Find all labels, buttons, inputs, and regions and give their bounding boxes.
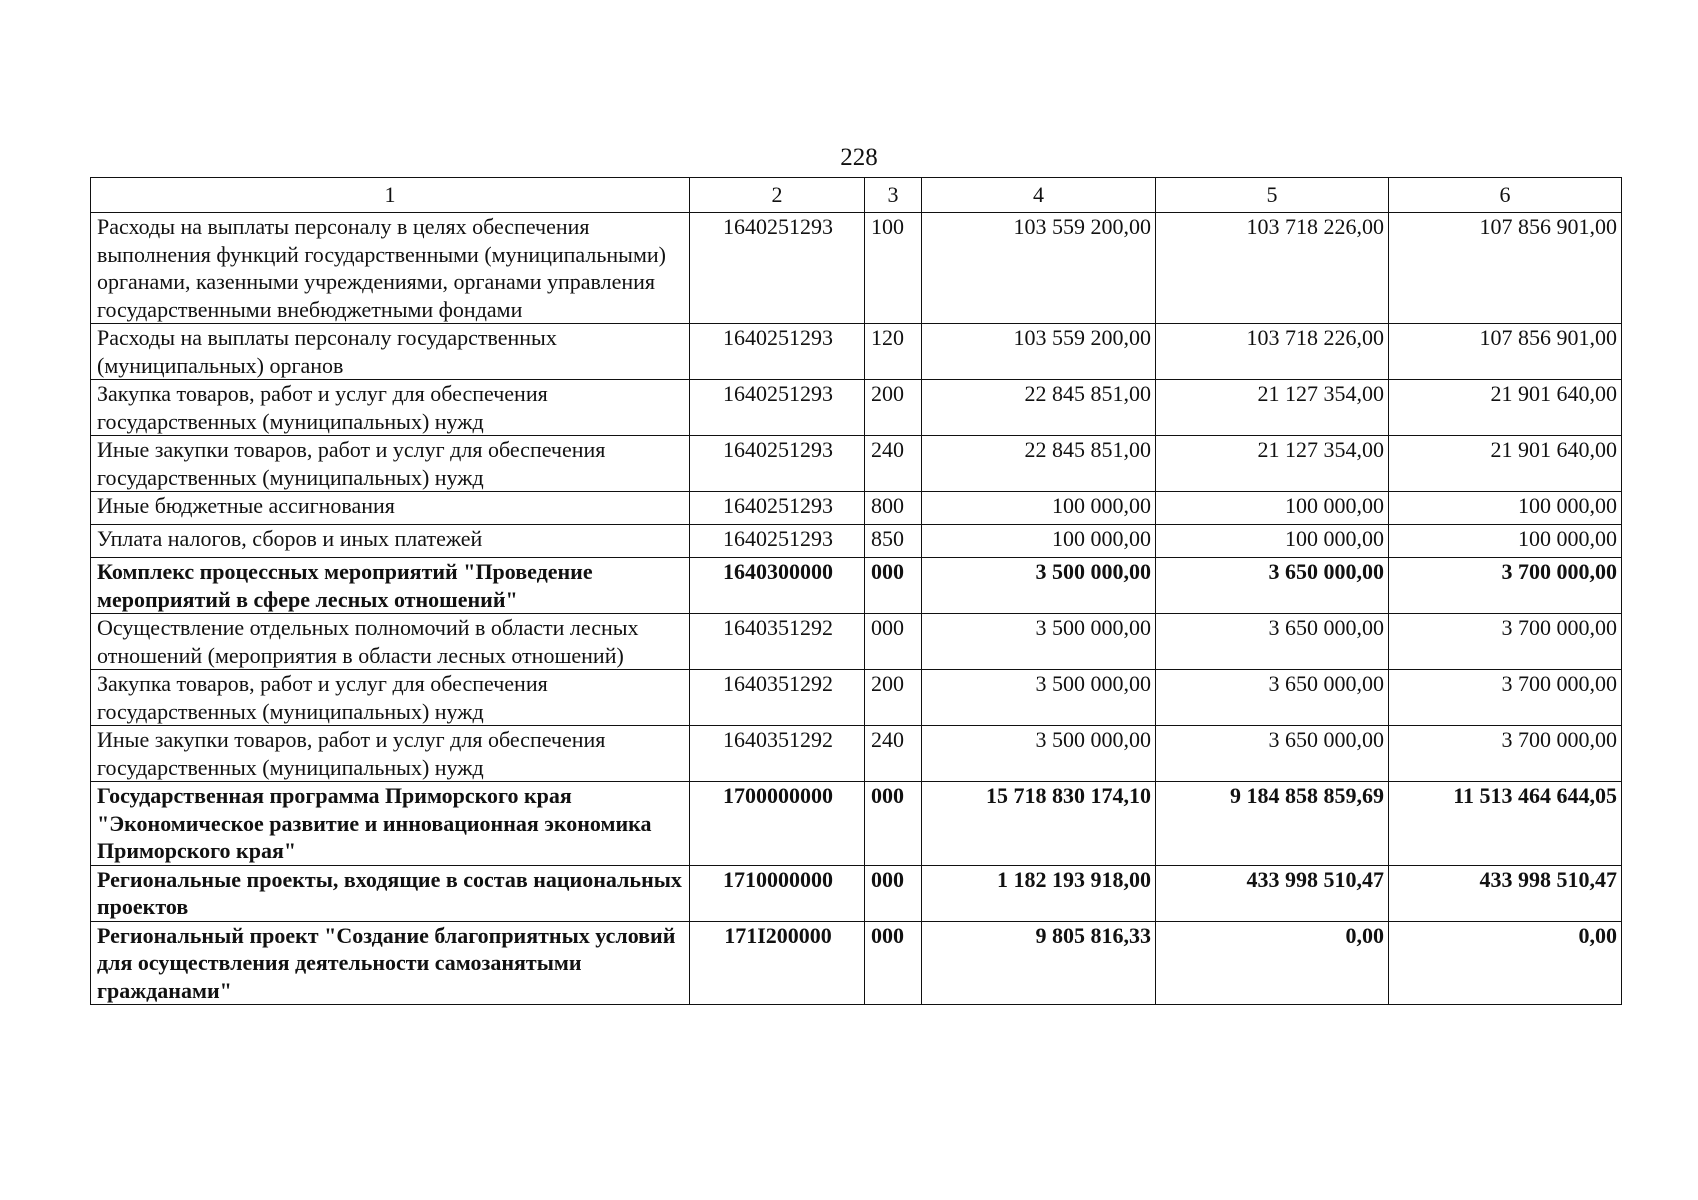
row-value-4: 100 000,00 xyxy=(922,492,1156,525)
row-code: 1700000000 xyxy=(690,782,865,866)
table-row xyxy=(91,614,1622,670)
row-type: 200 xyxy=(865,380,922,436)
table-row xyxy=(91,726,1622,782)
row-name: Иные закупки товаров, работ и услуг для обеспечения государственных (муниципальных) нужд xyxy=(91,436,690,492)
row-value-4: 22 845 851,00 xyxy=(922,380,1156,436)
row-name: Расходы на выплаты персоналу в целях обеспечения выполнения функций государственными (муниципальными) органами, казенными учреждениями, органами управления государственными внебюджетными фондами xyxy=(91,213,690,324)
row-name: Закупка товаров, работ и услуг для обеспечения государственных (муниципальных) нужд xyxy=(91,670,690,726)
row-code: 1640251293 xyxy=(690,525,865,558)
row-value-4: 15 718 830 174,10 xyxy=(922,782,1156,866)
row-value-5: 21 127 354,00 xyxy=(1156,436,1389,492)
row-name: Иные закупки товаров, работ и услуг для обеспечения государственных (муниципальных) нужд xyxy=(91,726,690,782)
row-type: 000 xyxy=(865,865,922,921)
table-row xyxy=(91,525,1622,558)
column-header-1: 1 xyxy=(91,178,690,213)
row-code: 1640251293 xyxy=(690,380,865,436)
table-row xyxy=(91,380,1622,436)
table-row xyxy=(91,670,1622,726)
row-type: 240 xyxy=(865,436,922,492)
row-value-4: 103 559 200,00 xyxy=(922,213,1156,324)
page-number: 228 xyxy=(840,144,878,171)
row-type: 200 xyxy=(865,670,922,726)
row-type: 000 xyxy=(865,921,922,1005)
row-value-6: 107 856 901,00 xyxy=(1389,213,1622,324)
row-value-5: 3 650 000,00 xyxy=(1156,670,1389,726)
row-type: 850 xyxy=(865,525,922,558)
row-code: 1640251293 xyxy=(690,492,865,525)
row-name: Иные бюджетные ассигнования xyxy=(91,492,690,525)
table-row xyxy=(91,436,1622,492)
row-value-6: 433 998 510,47 xyxy=(1389,865,1622,921)
row-value-5: 3 650 000,00 xyxy=(1156,558,1389,614)
column-header-4: 4 xyxy=(922,178,1156,213)
row-type: 100 xyxy=(865,213,922,324)
row-value-4: 3 500 000,00 xyxy=(922,558,1156,614)
row-value-6: 3 700 000,00 xyxy=(1389,726,1622,782)
row-type: 240 xyxy=(865,726,922,782)
row-value-6: 0,00 xyxy=(1389,921,1622,1005)
row-value-4: 3 500 000,00 xyxy=(922,726,1156,782)
row-value-5: 433 998 510,47 xyxy=(1156,865,1389,921)
row-code: 1640251293 xyxy=(690,213,865,324)
row-code: 1640300000 xyxy=(690,558,865,614)
row-name: Региональный проект "Создание благоприятных условий для осуществления деятельности самозанятыми гражданами" xyxy=(91,921,690,1005)
row-value-4: 100 000,00 xyxy=(922,525,1156,558)
row-value-6: 107 856 901,00 xyxy=(1389,324,1622,380)
row-value-5: 103 718 226,00 xyxy=(1156,324,1389,380)
row-value-5: 3 650 000,00 xyxy=(1156,614,1389,670)
row-value-4: 22 845 851,00 xyxy=(922,436,1156,492)
row-value-5: 103 718 226,00 xyxy=(1156,213,1389,324)
row-value-5: 9 184 858 859,69 xyxy=(1156,782,1389,866)
column-header-2: 2 xyxy=(690,178,865,213)
row-value-5: 100 000,00 xyxy=(1156,492,1389,525)
row-value-4: 1 182 193 918,00 xyxy=(922,865,1156,921)
row-value-6: 3 700 000,00 xyxy=(1389,670,1622,726)
row-code: 1640251293 xyxy=(690,324,865,380)
table-row xyxy=(91,921,1622,1005)
row-value-6: 3 700 000,00 xyxy=(1389,558,1622,614)
row-code: 171I200000 xyxy=(690,921,865,1005)
row-value-4: 103 559 200,00 xyxy=(922,324,1156,380)
table-row xyxy=(91,558,1622,614)
row-value-5: 100 000,00 xyxy=(1156,525,1389,558)
column-header-6: 6 xyxy=(1389,178,1622,213)
row-name: Региональные проекты, входящие в состав национальных проектов xyxy=(91,865,690,921)
row-name: Уплата налогов, сборов и иных платежей xyxy=(91,525,690,558)
row-name: Комплекс процессных мероприятий "Проведение мероприятий в сфере лесных отношений" xyxy=(91,558,690,614)
row-value-6: 11 513 464 644,05 xyxy=(1389,782,1622,866)
row-value-6: 21 901 640,00 xyxy=(1389,436,1622,492)
row-code: 1640351292 xyxy=(690,614,865,670)
row-value-6: 3 700 000,00 xyxy=(1389,614,1622,670)
row-value-4: 3 500 000,00 xyxy=(922,670,1156,726)
row-value-4: 9 805 816,33 xyxy=(922,921,1156,1005)
row-name: Расходы на выплаты персоналу государственных (муниципальных) органов xyxy=(91,324,690,380)
row-type: 800 xyxy=(865,492,922,525)
row-value-5: 21 127 354,00 xyxy=(1156,380,1389,436)
row-name: Государственная программа Приморского края "Экономическое развитие и инновационная экономика Приморского края" xyxy=(91,782,690,866)
row-value-6: 100 000,00 xyxy=(1389,492,1622,525)
row-type: 000 xyxy=(865,614,922,670)
column-header-3: 3 xyxy=(865,178,922,213)
table-row xyxy=(91,782,1622,866)
row-code: 1640351292 xyxy=(690,670,865,726)
row-type: 000 xyxy=(865,558,922,614)
row-code: 1640251293 xyxy=(690,436,865,492)
table-row xyxy=(91,324,1622,380)
row-value-6: 21 901 640,00 xyxy=(1389,380,1622,436)
row-name: Закупка товаров, работ и услуг для обеспечения государственных (муниципальных) нужд xyxy=(91,380,690,436)
budget-table xyxy=(90,177,1622,1005)
table-row xyxy=(91,492,1622,525)
row-value-5: 3 650 000,00 xyxy=(1156,726,1389,782)
row-code: 1710000000 xyxy=(690,865,865,921)
row-value-6: 100 000,00 xyxy=(1389,525,1622,558)
row-type: 120 xyxy=(865,324,922,380)
column-header-5: 5 xyxy=(1156,178,1389,213)
row-type: 000 xyxy=(865,782,922,866)
table-row xyxy=(91,213,1622,324)
row-value-5: 0,00 xyxy=(1156,921,1389,1005)
table-row xyxy=(91,865,1622,921)
header-row xyxy=(91,178,1622,213)
row-value-4: 3 500 000,00 xyxy=(922,614,1156,670)
row-code: 1640351292 xyxy=(690,726,865,782)
row-name: Осуществление отдельных полномочий в области лесных отношений (мероприятия в области лесных отношений) xyxy=(91,614,690,670)
